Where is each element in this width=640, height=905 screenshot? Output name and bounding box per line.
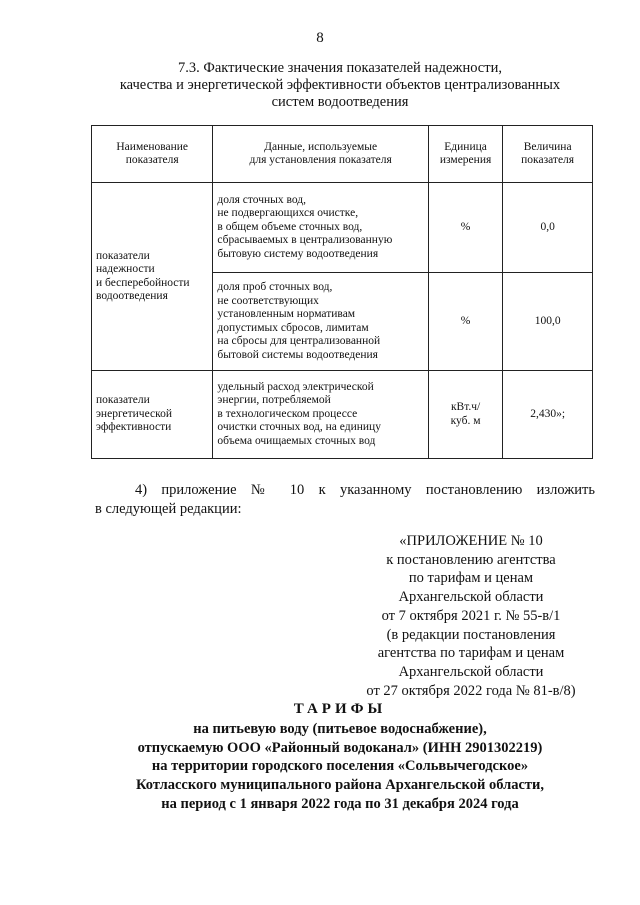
cell-line: удельный расход электрической <box>217 380 374 393</box>
group-reliability-name <box>92 183 213 371</box>
tariffs-title <box>90 700 590 814</box>
header-data <box>213 126 428 183</box>
tariffs-line: на питьевую воду (питьевое водоснабжение), <box>193 720 487 737</box>
cell-line: и бесперебойности <box>96 276 190 289</box>
cell-line: не подвергающихся очистке, <box>217 207 359 220</box>
cell-line: не соответствующих <box>217 294 319 307</box>
tariffs-line: на период с 1 января 2022 года по 31 декабря 2024 года <box>161 795 519 812</box>
table-header-row <box>92 126 593 183</box>
row3-value: 2,430»; <box>503 371 593 459</box>
header-line: Данные, используемые <box>264 140 378 153</box>
cell-line: очистки сточных вод, на единицу <box>217 421 381 434</box>
appendix-line: Архангельской области <box>398 663 544 680</box>
row1-data <box>213 183 428 273</box>
tariffs-heading: ТАРИФЫ <box>293 701 387 717</box>
table-row <box>92 371 593 459</box>
row2-data <box>213 273 428 371</box>
section-title-line: систем водоотведения <box>271 94 409 110</box>
section-title-line: 7.3. Фактические значения показателей надежности, <box>178 60 502 76</box>
row2-value: 100,0 <box>503 273 593 371</box>
appendix-header <box>340 532 602 700</box>
cell-line: на сбросы для централизованной <box>217 335 381 347</box>
cell-line: показатели <box>96 394 150 407</box>
header-unit <box>428 126 502 183</box>
cell-line: доля сточных вод, <box>217 193 306 206</box>
cell-line: установленным нормативам <box>217 308 356 320</box>
appendix-line: от 27 октября 2022 года № 81-в/8) <box>366 682 576 699</box>
appendix-line: агентства по тарифам и ценам <box>377 645 565 662</box>
row1-unit: % <box>428 183 502 273</box>
amendment-item-4 <box>95 481 595 519</box>
section-title-line: качества и энергетической эффективности объектов централизованных <box>119 77 561 93</box>
cell-line: куб. м <box>450 414 481 427</box>
appendix-line: по тарифам и ценам <box>408 570 534 587</box>
header-line: Наименование <box>116 140 189 153</box>
appendix-line: от 7 октября 2021 г. № 55-в/1 <box>381 607 561 624</box>
cell-line: в технологическом процессе <box>217 407 358 420</box>
header-line: Единица <box>444 140 487 153</box>
page-number: 8 <box>316 30 324 46</box>
header-line: измерения <box>439 154 492 166</box>
row3-unit <box>428 371 502 459</box>
header-line: показателя <box>521 154 575 166</box>
cell-line: бытовой системы водоотведения <box>217 348 378 361</box>
tariffs-line: на территории городского поселения «Сольвычегодское» <box>151 758 529 775</box>
cell-line: бытовую систему водоотведения <box>217 247 379 260</box>
appendix-line: «ПРИЛОЖЕНИЕ № 10 <box>399 533 543 549</box>
cell-line: доля проб сточных вод, <box>217 281 333 293</box>
cell-line: сбрасываемых в централизованную <box>217 234 393 247</box>
header-line: Величина <box>523 140 572 153</box>
header-name <box>92 126 213 183</box>
section-title <box>90 60 590 111</box>
cell-line: эффективности <box>96 421 172 434</box>
indicators-table <box>91 125 593 459</box>
cell-line: энергетической <box>96 407 172 420</box>
appendix-line: Архангельской области <box>398 589 544 606</box>
row3-data <box>213 371 428 459</box>
row2-unit: % <box>428 273 502 371</box>
appendix-line: к постановлению агентства <box>386 551 556 568</box>
cell-line: надежности <box>96 263 155 275</box>
header-value <box>503 126 593 183</box>
header-line: показателя <box>125 154 179 166</box>
table-row <box>92 183 593 273</box>
cell-line: объема очищаемых сточных вод <box>217 434 376 447</box>
cell-line: показатели <box>96 249 150 262</box>
header-line: для установления показателя <box>249 154 392 166</box>
tariffs-line: отпускаемую ООО «Районный водоканал» (ИНН 2901302219) <box>137 739 543 756</box>
group-energy-name <box>92 371 213 459</box>
tariffs-line: Котласского муниципального района Архангельской области, <box>135 777 545 794</box>
amendment-line: 4) приложение № 10 к указанному постановлению изложить <box>135 482 595 498</box>
cell-line: энергии, потребляемой <box>217 394 331 407</box>
cell-line: кВт.ч/ <box>450 401 481 413</box>
appendix-line: (в редакции постановления <box>386 626 556 643</box>
amendment-line: в следующей редакции: <box>95 501 242 517</box>
cell-line: водоотведения <box>96 290 168 302</box>
cell-line: допустимых сбросов, лимитам <box>217 321 369 334</box>
row1-value: 0,0 <box>503 183 593 273</box>
cell-line: в общем объеме сточных вод, <box>217 220 363 233</box>
